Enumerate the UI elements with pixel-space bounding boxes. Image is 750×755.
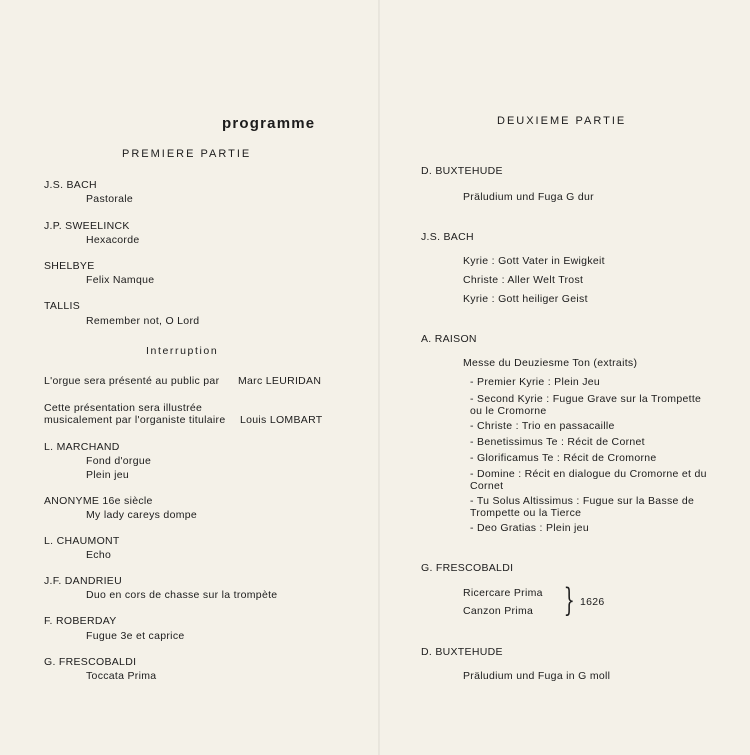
composer-name: TALLIS — [44, 300, 81, 312]
composer-name: A. RAISON — [421, 333, 477, 345]
program-title: programme — [222, 115, 316, 132]
composer-name: L. CHAUMONT — [44, 535, 120, 547]
presentation-line: Cette présentation sera illustrée — [44, 402, 203, 414]
composer-name: G. FRESCOBALDI — [44, 656, 137, 668]
work-title: Fond d'orgue — [86, 455, 152, 467]
mass-movement: - Second Kyrie : Fugue Grave sur la Trompette ou le Cromorne — [470, 393, 702, 417]
work-title: Canzon Prima — [463, 605, 534, 617]
composer-name: J.F. DANDRIEU — [44, 575, 122, 587]
work-title: Ricercare Prima — [463, 587, 543, 599]
mass-movement: - Premier Kyrie : Plein Jeu — [470, 376, 601, 388]
mass-movement: - Christe : Trio en passacaille — [470, 420, 615, 432]
interruption-heading: Interruption — [146, 345, 219, 357]
work-title: Toccata Prima — [86, 670, 157, 682]
composer-name: J.S. BACH — [421, 231, 474, 243]
composer-name: G. FRESCOBALDI — [421, 562, 514, 574]
mass-movement: - Benetissimus Te : Récit de Cornet — [470, 436, 645, 448]
composition-year: 1626 — [580, 596, 605, 608]
part-two-heading: DEUXIEME PARTIE — [497, 115, 627, 127]
composer-name: ANONYME 16e siècle — [44, 495, 153, 507]
work-title: Präludium und Fuga G dur — [463, 191, 594, 203]
presenter-name: Marc LEURIDAN — [238, 375, 322, 387]
work-title: Präludium und Fuga in G moll — [463, 670, 611, 682]
composer-name: J.S. BACH — [44, 179, 97, 191]
brace-icon: } — [563, 581, 575, 619]
presentation-line: musicalement par l'organiste titulaire — [44, 414, 226, 426]
fold-crease — [378, 0, 380, 755]
mass-movement: - Deo Gratias : Plein jeu — [470, 522, 589, 534]
composer-name: F. ROBERDAY — [44, 615, 117, 627]
work-title: Hexacorde — [86, 234, 140, 246]
mass-movement: - Domine : Récit en dialogue du Cromorne et du Cornet — [470, 468, 707, 492]
work-title: Kyrie : Gott heiliger Geist — [463, 293, 588, 305]
composer-name: D. BUXTEHUDE — [421, 165, 503, 177]
work-title: Remember not, O Lord — [86, 315, 200, 327]
presentation-line: L'orgue sera présenté au public par — [44, 375, 220, 387]
organist-name: Louis LOMBART — [240, 414, 323, 426]
work-title: Duo en cors de chasse sur la trompète — [86, 589, 278, 601]
composer-name: L. MARCHAND — [44, 441, 120, 453]
composer-name: J.P. SWEELINCK — [44, 220, 130, 232]
mass-movement: - Glorificamus Te : Récit de Cromorne — [470, 452, 657, 464]
work-title: Kyrie : Gott Vater in Ewigkeit — [463, 255, 605, 267]
work-title: Fugue 3e et caprice — [86, 630, 185, 642]
mass-title: Messe du Deuziesme Ton (extraits) — [463, 357, 638, 369]
work-title: Christe : Aller Welt Trost — [463, 274, 584, 286]
composer-name: D. BUXTEHUDE — [421, 646, 503, 658]
work-title: Echo — [86, 549, 112, 561]
work-title: Pastorale — [86, 193, 134, 205]
work-title: Plein jeu — [86, 469, 129, 481]
composer-name: SHELBYE — [44, 260, 95, 272]
work-title: My lady careys dompe — [86, 509, 198, 521]
mass-movement: - Tu Solus Altissimus : Fugue sur la Basse de Trompette ou la Tierce — [470, 495, 695, 519]
part-one-heading: PREMIERE PARTIE — [122, 148, 252, 160]
work-title: Felix Namque — [86, 274, 155, 286]
